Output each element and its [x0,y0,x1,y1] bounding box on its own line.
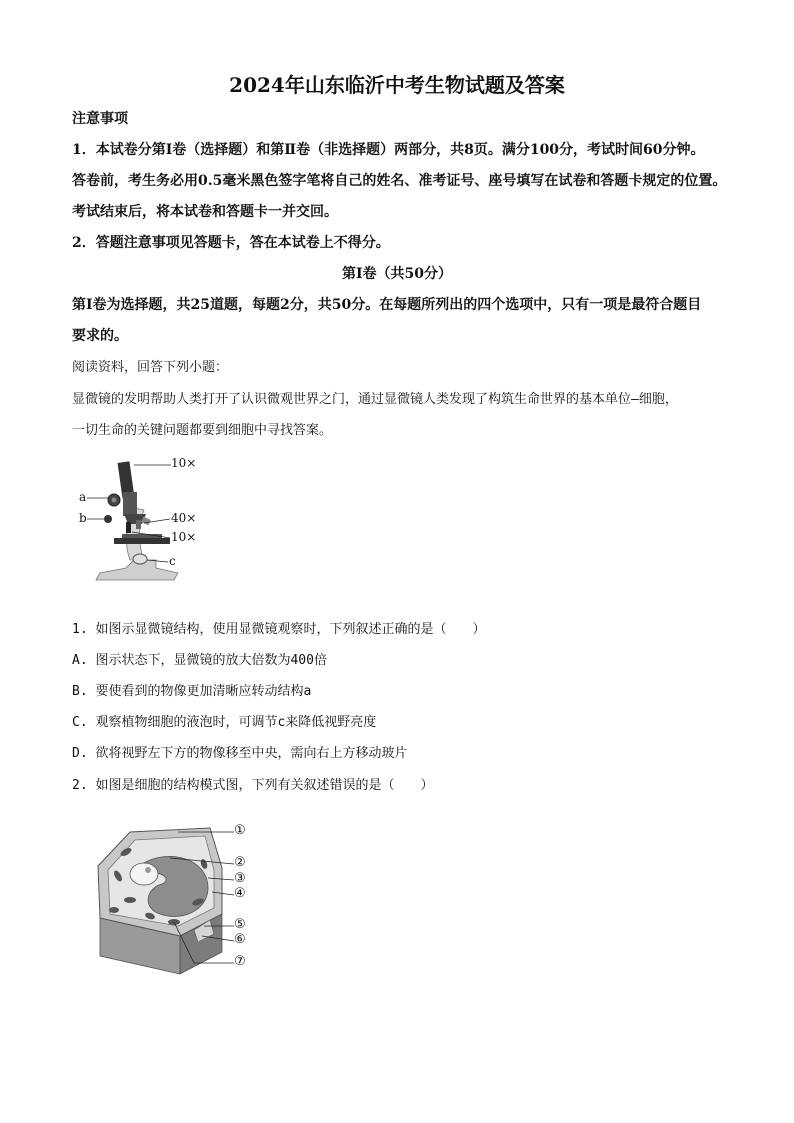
section1-desc-1: 第Ⅰ卷为选择题，共25道题，每题2分，共50分。在每题所列出的四个选项中，只有一项是最符合题目 [72,297,702,313]
notice-line-1: 1．本试卷分第Ⅰ卷（选择题）和第Ⅱ卷（非选择题）两部分，共8页。满分100分，考试时间60分钟。 [72,142,705,158]
reading-prompt: 阅读资料，回答下列小题： [72,360,229,375]
reading-line-1: 显微镜的发明帮助人类打开了认识微观世界之门，通过显微镜人类发现了构筑生命世界的基本单位—细胞， [72,392,678,407]
label-b: b [79,511,87,525]
cell-label-7: ⑦ [234,954,246,969]
page-title: 2024年山东临沂中考生物试题及答案 [229,73,565,97]
cell-figure [90,818,260,978]
section1-desc-2: 要求的。 [72,328,128,344]
question-1-stem: 1. 如图示显微镜结构，使用显微镜观察时，下列叙述正确的是（ ） [72,622,486,637]
label-eyepiece: 10× [171,456,197,470]
cell-label-5: ⑤ [234,917,246,932]
notice-line-2: 答卷前，考生务必用0.5毫米黑色签字笔将自己的姓名、准考证号、座号填写在试卷和答题卡规定的位置。 [72,173,727,189]
cell-label-1: ① [234,823,246,838]
label-a: a [79,490,87,504]
question-1-option-c: C. 观察植物细胞的液泡时，可调节c来降低视野亮度 [72,715,377,730]
label-c: c [169,554,176,568]
cell-label-2: ② [234,855,246,870]
section1-heading: 第Ⅰ卷（共50分） [341,266,453,282]
cell-label-4: ④ [234,886,246,901]
reading-line-2: 一切生命的关键问题都要到细胞中寻找答案。 [72,423,333,438]
microscope-figure [74,452,214,592]
question-1-option-a: A. 图示状态下，显微镜的放大倍数为400倍 [72,653,327,668]
notice-line-4: 2．答题注意事项见答题卡，答在本试卷上不得分。 [72,235,390,251]
notice-heading: 注意事项 [72,111,128,127]
question-1-option-d: D. 欲将视野左下方的物像移至中央，需向右上方移动玻片 [72,746,408,761]
question-2-stem: 2. 如图是细胞的结构模式图，下列有关叙述错误的是（ ） [72,778,434,793]
notice-line-3: 考试结束后，将本试卷和答题卡一并交回。 [72,204,338,220]
label-objective-high: 40× [171,511,197,525]
label-objective-low: 10× [171,530,197,544]
cell-label-3: ③ [234,871,246,886]
cell-label-6: ⑥ [234,932,246,947]
question-1-option-b: B. 要使看到的物像更加清晰应转动结构a [72,684,312,699]
